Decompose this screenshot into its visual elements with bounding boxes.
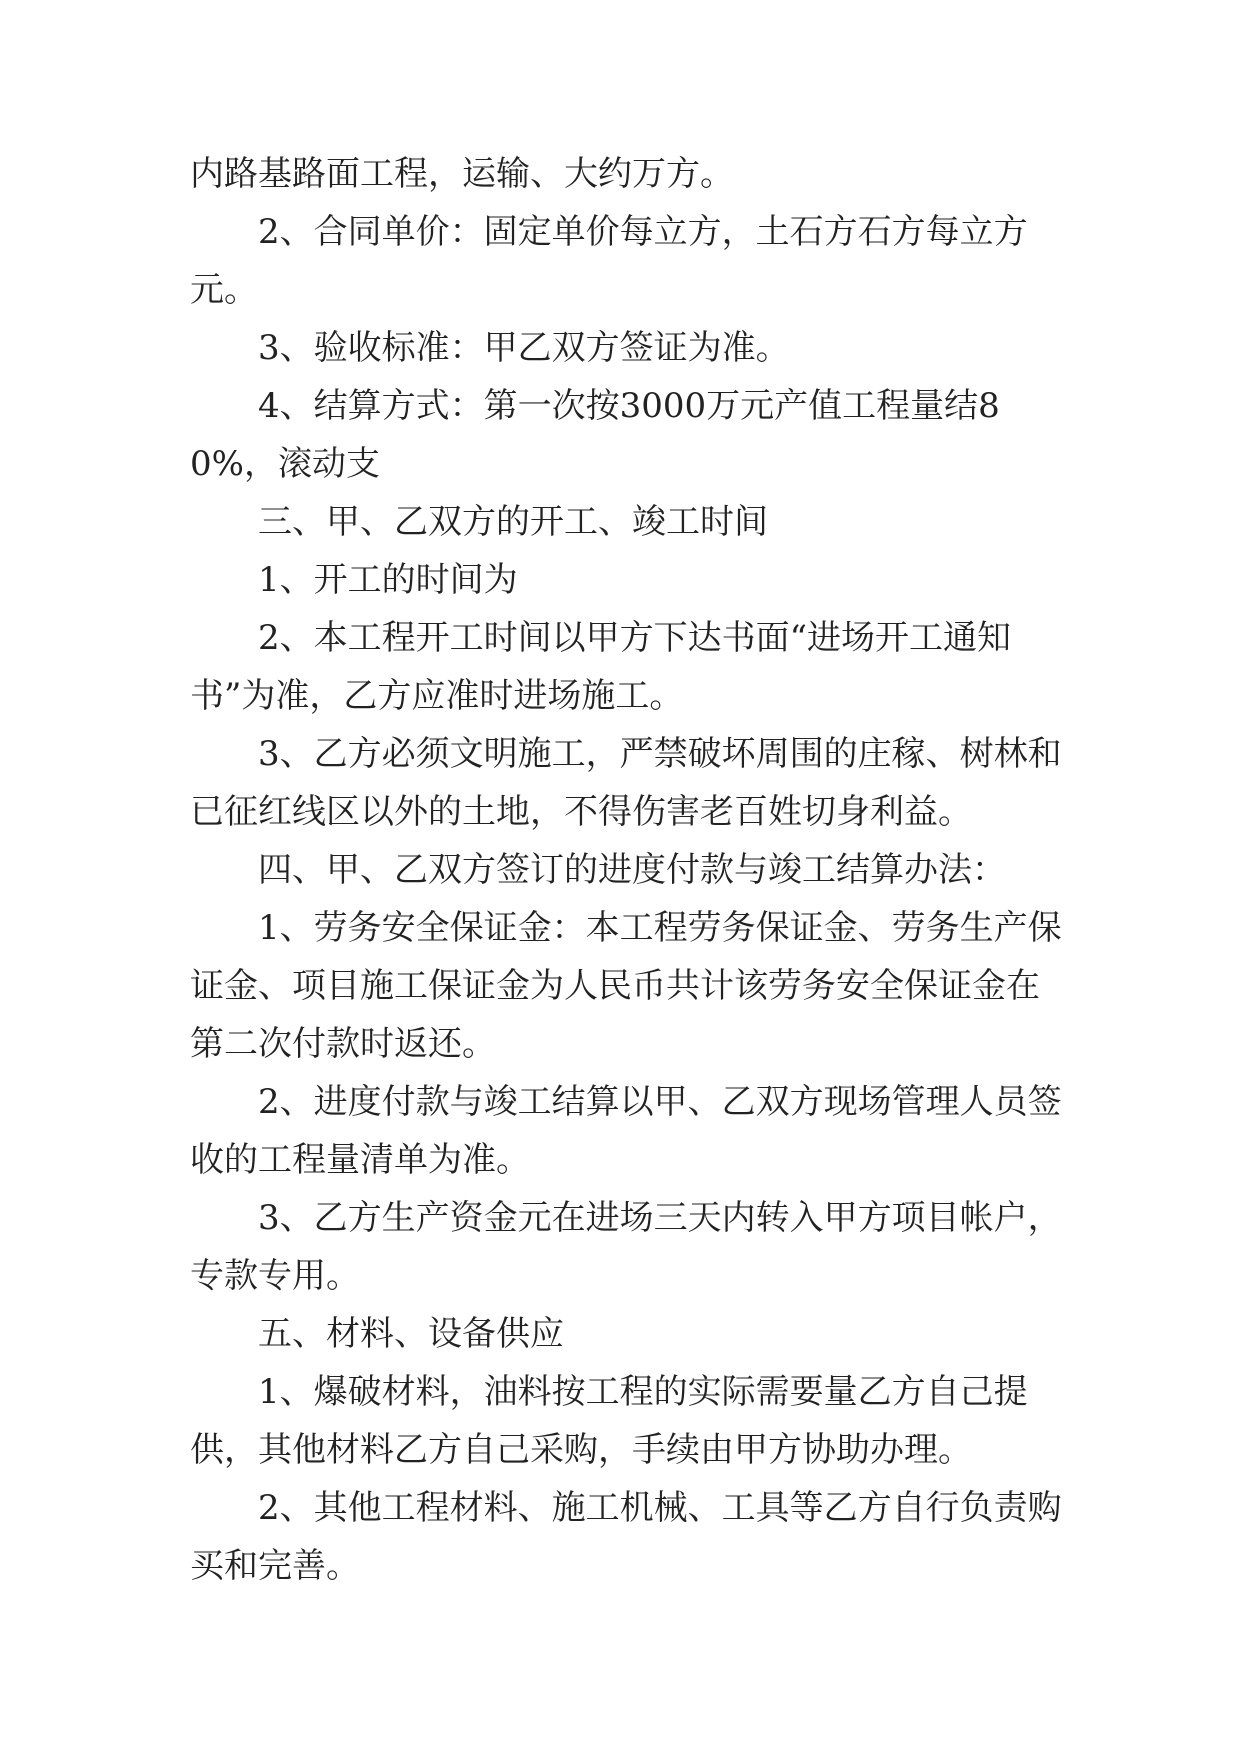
- paragraph: 2、进度付款与竣工结算以甲、乙双方现场管理人员签收的工程量清单为准。: [190, 1082, 1062, 1180]
- section-heading: 五、材料、设备供应: [258, 1314, 564, 1354]
- paragraph: 3、乙方必须文明施工，严禁破坏周围的庄稼、树林和已征红线区以外的土地，不得伤害老百姓切身利益。: [190, 734, 1062, 832]
- paragraph: 4、结算方式：第一次按3000万元产值工程量结80%，滚动支: [190, 386, 1000, 484]
- paragraph: 2、其他工程材料、施工机械、工具等乙方自行负责购买和完善。: [190, 1488, 1062, 1586]
- paragraph: 1、劳务安全保证金：本工程劳务保证金、劳务生产保证金、项目施工保证金为人民币共计该劳务安全保证金在第二次付款时返还。: [190, 908, 1062, 1064]
- paragraph: 1、爆破材料，油料按工程的实际需要量乙方自己提供，其他材料乙方自己采购，手续由甲方协助办理。: [190, 1372, 1028, 1470]
- paragraph: 2、本工程开工时间以甲方下达书面“进场开工通知书”为准，乙方应准时进场施工。: [190, 618, 1012, 716]
- section-heading: 三、甲、乙双方的开工、竣工时间: [258, 502, 768, 542]
- paragraph: 2、合同单价：固定单价每立方，土石方石方每立方元。: [190, 212, 1028, 310]
- section-heading: 四、甲、乙双方签订的进度付款与竣工结算办法：: [258, 850, 1006, 890]
- paragraph: 3、乙方生产资金元在进场三天内转入甲方项目帐户，专款专用。: [190, 1198, 1062, 1296]
- paragraph: 3、验收标准：甲乙双方签证为准。: [258, 328, 790, 368]
- paragraph: 1、开工的时间为: [258, 560, 518, 600]
- document-body: [190, 145, 1070, 1595]
- paragraph: 内路基路面工程，运输、大约万方。: [190, 154, 734, 194]
